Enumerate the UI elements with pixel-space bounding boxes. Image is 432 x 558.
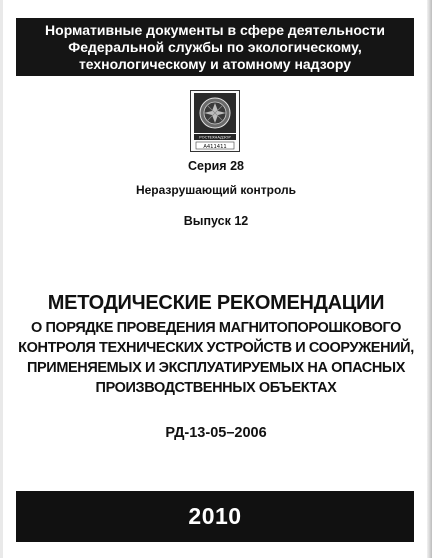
header-band <box>16 18 414 76</box>
rostekhnadzor-emblem-icon <box>190 90 240 152</box>
issue-label: Выпуск 12 <box>183 214 249 228</box>
page-left-edge <box>0 0 3 558</box>
header-line-1: Нормативные документы в сфере деятельности <box>45 21 385 38</box>
document-title: МЕТОДИЧЕСКИЕ РЕКОМЕНДАЦИИ <box>47 292 385 314</box>
subtitle-line-2: КОНТРОЛЯ ТЕХНИЧЕСКИХ УСТРОЙСТВ И СООРУЖЕНИЙ, <box>18 340 414 356</box>
subtitle-line-1: О ПОРЯДКЕ ПРОВЕДЕНИЯ МАГНИТОПОРОШКОВОГО <box>31 320 401 336</box>
subseries-label: Неразрушающий контроль <box>135 183 297 197</box>
document-code: РД-13-05–2006 <box>165 425 267 441</box>
year-band <box>16 491 414 542</box>
header-line-3: технологическому и атомному надзору <box>78 55 352 72</box>
emblem-serial: А411411 <box>203 143 227 150</box>
header-line-2: Федеральной службы по экологическому, <box>68 38 362 55</box>
publication-year: 2010 <box>188 503 242 529</box>
subtitle-line-4: ПРОИЗВОДСТВЕННЫХ ОБЪЕКТАХ <box>95 380 337 396</box>
page-right-edge <box>427 0 432 558</box>
subtitle-line-3: ПРИМЕНЯЕМЫХ И ЭКСПЛУАТИРУЕМЫХ НА ОПАСНЫХ <box>27 360 405 376</box>
document-subtitle <box>0 318 432 398</box>
emblem-caption: РОСТЕХНАДЗОР <box>199 134 231 140</box>
series-label: Серия 28 <box>188 159 244 173</box>
